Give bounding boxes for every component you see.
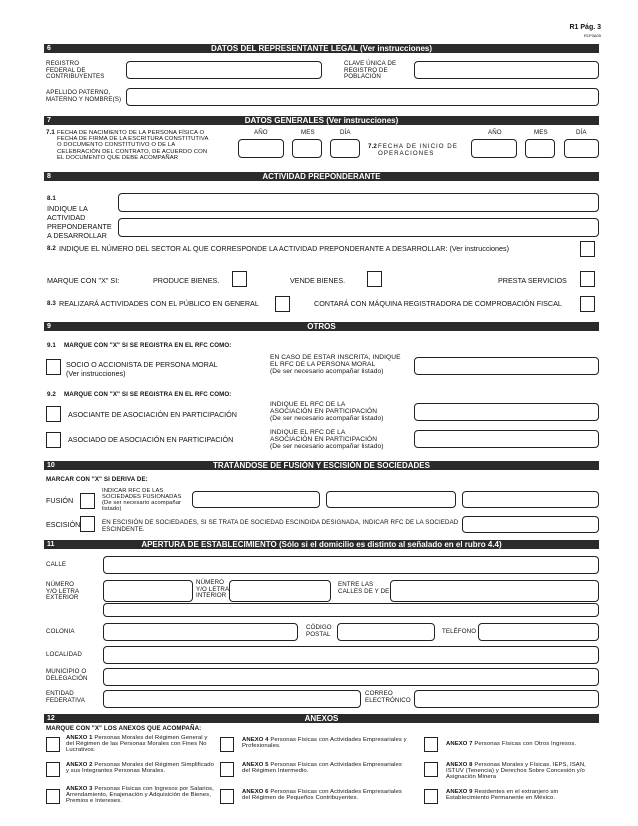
asociado-label: ASOCIADO DE ASOCIACIÓN EN PARTICIPACIÓN: [68, 435, 234, 444]
q83-text: REALIZARÁ ACTIVIDADES CON EL PÚBLICO EN GENERAL: [59, 299, 259, 308]
telefono-label: TELÉFONO: [442, 628, 477, 635]
section-title: TRATÁNDOSE DE FUSIÓN Y ESCISIÓN DE SOCIEDADES: [213, 461, 430, 470]
q71-number: 7.1: [46, 129, 55, 136]
section-11-header: [44, 540, 599, 549]
section-number: 11: [47, 541, 55, 548]
section-6-header: [44, 44, 599, 53]
register-machine-checkbox[interactable]: [580, 296, 595, 312]
asociado-checkbox[interactable]: [46, 432, 61, 448]
section-title: DATOS DEL REPRESENTANTE LEGAL (Ver instrucciones): [210, 44, 433, 53]
num-ext-field[interactable]: [103, 580, 193, 602]
municipio-field[interactable]: [103, 668, 599, 686]
anexo-2-checkbox[interactable]: [46, 762, 60, 777]
socio-rfc-label: EN CASO DE ESTAR INSCRITA, INDIQUE EL RFC DE LA PERSONA MORAL (De ser necesario acompañar listado): [270, 354, 401, 375]
num-ext-label: NÚMERO Y/O LETRA EXTERIOR: [46, 581, 80, 602]
telefono-field[interactable]: [478, 623, 599, 641]
localidad-label: LOCALIDAD: [46, 651, 82, 658]
section-title: OTROS: [307, 322, 336, 331]
anexo-1-checkbox[interactable]: [46, 737, 60, 752]
anexo-4-text: ANEXO 4 Personas Físicas con Actividades Empresariales y Profesionales.: [242, 737, 407, 749]
fusion-label: FUSIÓN: [46, 496, 74, 505]
section-8-header: [44, 172, 599, 181]
escision-label: ESCISIÓN: [46, 520, 81, 529]
q81-text: INDIQUE LA ACTIVIDAD PREPONDERANTE A DESARROLLAR: [47, 204, 112, 240]
anexo-8-text: ANEXO 8 Personas Morales y Físicas. IEPS, ISAN, ISTUV (Tenencia) y Derechos Sobre Concesión y/o Asignación Minera: [446, 762, 586, 780]
section-number: 8: [47, 173, 51, 180]
q72-year-field[interactable]: [471, 139, 517, 158]
mark-label: MARQUE CON "X" SI:: [47, 276, 120, 285]
section-title: DATOS GENERALES (Ver instrucciones): [244, 116, 399, 125]
fusion-rfc-field-1[interactable]: [192, 491, 320, 508]
calle-field[interactable]: [103, 556, 599, 574]
q71-day-field[interactable]: [330, 139, 360, 158]
socio-label: SOCIO O ACCIONISTA DE PERSONA MORAL (Ver instrucciones): [66, 360, 218, 378]
anexo-3-text: ANEXO 3 Personas Físicas con Ingresos por Salarios, Arrendamiento, Enajenación y Adquisición de Bienes, Premios e Intereses.: [66, 786, 214, 804]
section-10-header: [44, 461, 599, 470]
asociante-rfc-label: INDIQUE EL RFC DE LA ASOCIACIÓN EN PARTICIPACIÓN (De ser necesario acompañar listado): [270, 401, 384, 422]
q71-month-label: MES: [301, 129, 315, 136]
q92-text: MARQUE CON "X" SI SE REGISTRA EN EL RFC COMO:: [64, 391, 232, 398]
escision-text: EN ESCISIÓN DE SOCIEDADES, SI SE TRATA DE SOCIEDAD ESCINDIDA DESIGNADA, INDICAR RFC DE LA SOCIEDAD ESCINDENTE.: [102, 519, 459, 533]
section-title: ACTIVIDAD PREPONDERANTE: [262, 172, 381, 181]
q91-number: 9.1: [47, 342, 56, 349]
q82-number: 8.2: [47, 245, 56, 252]
section-7-header: [44, 116, 599, 125]
fusion-escision-mark: MARCAR CON "X" SI DERIVA DE:: [46, 476, 148, 483]
q71-year-field[interactable]: [238, 139, 284, 158]
sell-label: VENDE BIENES.: [290, 276, 346, 285]
produce-checkbox[interactable]: [232, 271, 247, 287]
escision-checkbox[interactable]: [80, 516, 95, 532]
anexo-7-text: ANEXO 7 Personas Físicas con Otros Ingresos.: [446, 741, 577, 747]
rfc-field[interactable]: [126, 61, 322, 79]
asociado-rfc-label: INDIQUE EL RFC DE LA ASOCIACIÓN EN PARTICIPACIÓN (De ser necesario acompañar listado): [270, 429, 384, 450]
anexo-7-checkbox[interactable]: [424, 737, 438, 752]
curp-field[interactable]: [414, 61, 599, 79]
correo-field[interactable]: [414, 690, 599, 708]
page-number: R1 Pág. 3: [569, 24, 601, 31]
q92-number: 9.2: [47, 391, 56, 398]
activity-field-1[interactable]: [118, 193, 599, 212]
anexo-5-checkbox[interactable]: [220, 762, 234, 777]
q71-day-label: DÍA: [340, 129, 351, 136]
produce-label: PRODUCE BIENES.: [153, 276, 220, 285]
q81-number: 8.1: [47, 195, 56, 202]
anexo-9-checkbox[interactable]: [424, 789, 438, 804]
cp-field[interactable]: [337, 623, 435, 641]
name-field[interactable]: [126, 88, 599, 106]
anexo-6-text: ANEXO 6 Personas Físicas con Actividades Empresariales del Régimen de Pequeños Contribuyentes.: [242, 789, 402, 801]
colonia-label: COLONIA: [46, 628, 75, 635]
entre-calles-label: ENTRE LAS CALLES DE Y DE: [338, 581, 390, 595]
fusion-rfc-label: INDICAR RFC DE LAS SOCIEDADES FUSIONADAS (De ser necesario acompañar listado): [102, 488, 182, 512]
section-number: 7: [47, 117, 51, 124]
anexo-5-text: ANEXO 5 Personas Físicas con Actividades Empresariales del Régimen Intermedio.: [242, 762, 402, 774]
q91-text: MARQUE CON "X" SI SE REGISTRA EN EL RFC COMO:: [64, 342, 232, 349]
q83-number: 8.3: [47, 300, 56, 307]
q71-text: FECHA DE NACIMIENTO DE LA PERSONA FÍSICA O FECHA DE FIRMA DE LA ESCRITURA CONSTITUTIVA O DOCUMENTO CONSTITUTIVO O DE LA CELEBRACIÓN DEL CONTRATO, DE ACUERDO CON EL DOCUMENTO QUE DEBE ACOMPAÑAR: [57, 130, 209, 161]
anexo-6-checkbox[interactable]: [220, 789, 234, 804]
form-code: R1P3A05: [583, 33, 601, 38]
asociante-rfc-field[interactable]: [414, 403, 599, 421]
entidad-field[interactable]: [103, 690, 361, 708]
q72-day-field[interactable]: [564, 139, 599, 158]
service-checkbox[interactable]: [580, 271, 595, 287]
q71-year-label: AÑO: [254, 129, 268, 136]
localidad-field[interactable]: [103, 646, 599, 664]
sector-number-field[interactable]: [580, 241, 595, 257]
section-number: 12: [47, 715, 55, 722]
section-number: 10: [47, 462, 55, 469]
activity-field-2[interactable]: [118, 218, 599, 237]
rfc-label: REGISTRO FEDERAL DE CONTRIBUYENTES: [46, 60, 105, 81]
socio-checkbox[interactable]: [46, 359, 61, 375]
entidad-label: ENTIDAD FEDERATIVA: [46, 690, 85, 704]
service-label: PRESTA SERVICIOS: [498, 276, 567, 285]
socio-rfc-field[interactable]: [414, 357, 599, 375]
calle-label: CALLE: [46, 561, 67, 568]
section-9-header: [44, 322, 599, 331]
section-number: 6: [47, 45, 51, 52]
asociante-checkbox[interactable]: [46, 406, 61, 422]
name-label: APELLIDO PATERNO, MATERNO Y NOMBRE(S): [46, 89, 122, 103]
curp-label: CLAVE ÚNICA DE REGISTRO DE POBLACIÓN: [344, 60, 397, 81]
q82-text: INDIQUE EL NÚMERO DEL SECTOR AL QUE CORRESPONDE LA ACTIVIDAD PREPONDERANTE A DESARROLLAR: (Ver instrucciones): [59, 244, 509, 253]
fusion-rfc-field-3[interactable]: [462, 491, 599, 508]
anexo-4-checkbox[interactable]: [220, 737, 234, 752]
correo-label: CORREO ELECTRÓNICO: [365, 690, 411, 704]
section-title: APERTURA DE ESTABLECIMIENTO (Sólo si el domicilio es distinto al señalado en el rubro 4.4): [141, 540, 502, 549]
entre-calles-field-2[interactable]: [103, 603, 599, 617]
asociante-label: ASOCIANTE DE ASOCIACIÓN EN PARTICIPACIÓN: [68, 410, 237, 419]
colonia-field[interactable]: [103, 623, 298, 641]
fusion-checkbox[interactable]: [80, 493, 95, 509]
entre-calles-field-1[interactable]: [390, 580, 599, 602]
q72-month-field[interactable]: [525, 139, 555, 158]
q72-year-label: AÑO: [488, 129, 502, 136]
municipio-label: MUNICIPIO O DELEGACIÓN: [46, 668, 88, 682]
q72-text: FECHA DE INICIO DE OPERACIONES: [378, 143, 458, 157]
q83-machine-text: CONTARÁ CON MÁQUINA REGISTRADORA DE COMPROBACIÓN FISCAL: [314, 299, 562, 308]
cp-label: CÓDIGO POSTAL: [306, 624, 332, 638]
asociado-rfc-field[interactable]: [414, 430, 599, 448]
section-number: 9: [47, 323, 51, 330]
q72-month-label: MES: [534, 129, 548, 136]
q72-day-label: DÍA: [576, 129, 587, 136]
num-int-field[interactable]: [229, 580, 331, 602]
section-12-header: [44, 714, 599, 723]
public-checkbox[interactable]: [275, 296, 290, 312]
q71-month-field[interactable]: [292, 139, 322, 158]
escision-rfc-field[interactable]: [462, 516, 599, 533]
anexo-9-text: ANEXO 9 Residentes en el extranjero sin Establecimiento Permanente en México.: [446, 789, 559, 801]
fusion-rfc-field-2[interactable]: [326, 491, 456, 508]
anexos-mark: MARQUE CON "X" LOS ANEXOS QUE ACOMPAÑA:: [46, 725, 202, 732]
anexo-3-checkbox[interactable]: [46, 789, 60, 804]
num-int-label: NÚMERO Y/O LETRA INTERIOR: [196, 579, 230, 600]
anexo-8-checkbox[interactable]: [424, 762, 438, 777]
sell-checkbox[interactable]: [367, 271, 382, 287]
section-title: ANEXOS: [304, 714, 339, 723]
anexo-1-text: ANEXO 1 Personas Morales del Régimen General y del Régimen de las Personas Morales con Fines No Lucrativos.: [66, 735, 208, 753]
anexo-2-text: ANEXO 2 Personas Morales del Régimen Simplificado y sus Integrantes Personas Morales.: [66, 762, 214, 774]
q72-number: 7.2: [368, 143, 377, 150]
